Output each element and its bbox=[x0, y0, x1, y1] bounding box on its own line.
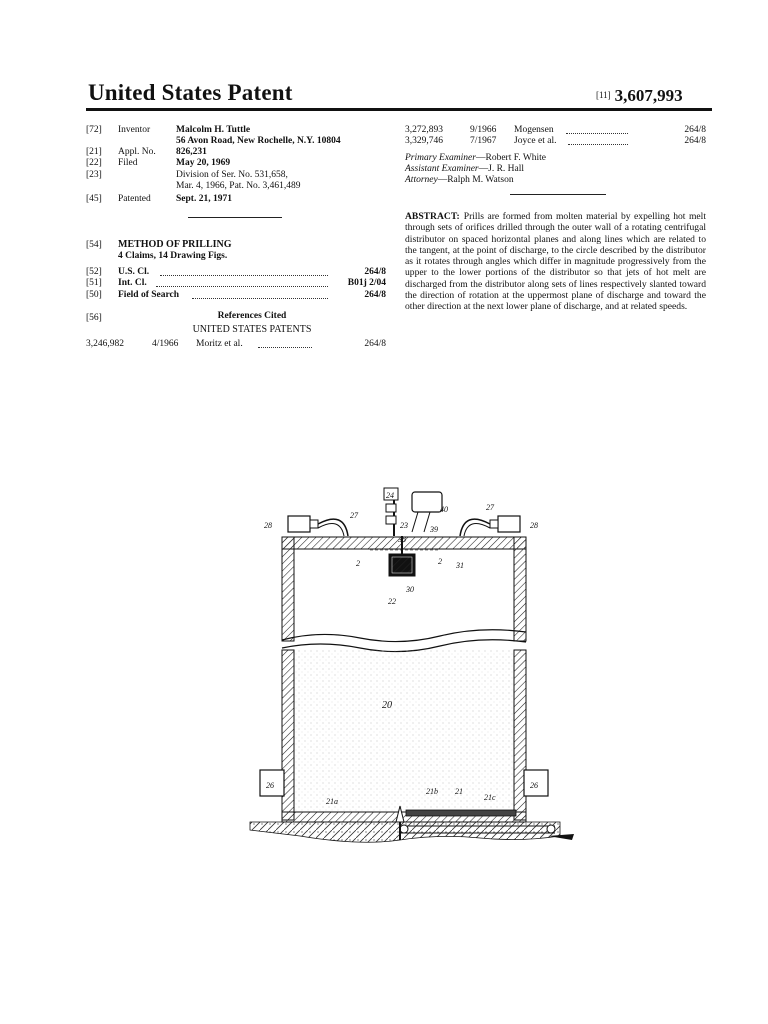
ref-name: Joyce et al. bbox=[514, 136, 557, 146]
biblio-code: [22] bbox=[86, 158, 102, 168]
class-code: [51] bbox=[86, 278, 102, 288]
label-28-left: 28 bbox=[264, 521, 272, 530]
patent-number: 3,607,993 bbox=[614, 86, 683, 105]
primary-examiner-line: Primary Examiner—Robert F. White bbox=[405, 153, 547, 163]
class-label: Field of Search bbox=[118, 290, 180, 300]
patent-title: United States Patent bbox=[88, 80, 293, 105]
division-line-1: Division of Ser. No. 531,658, bbox=[176, 170, 288, 180]
right-divider bbox=[510, 194, 606, 195]
invention-subtitle: 4 Claims, 14 Drawing Figs. bbox=[118, 251, 228, 261]
primary-examiner-label: Primary Examiner bbox=[405, 153, 476, 163]
label-28-right: 28 bbox=[530, 521, 538, 530]
abstract-text: Prills are formed from molten material by expelling hot melt through sets of orifices drilled through the outer wall of a rotating centrifugal distributor on spaced horizontal planes and along lines which are related to the tangent, at the point of discharge, to the circle described by the distributor as it rotates through angles which differ in magnitude progressively from the upper to the lower portions of the distributor so that jets of hot melt are discharged from the distributor along sets of lines respectively slanted toward the direction of rotation at the uppermost plane of discharge and toward the other direction at the next lower plane of discharge, and at related speeds. bbox=[405, 211, 706, 313]
refs-subheading: UNITED STATES PATENTS bbox=[192, 324, 312, 335]
class-value: B01j 2/04 bbox=[347, 278, 386, 288]
vessel-lower bbox=[250, 650, 574, 842]
header-rule bbox=[86, 108, 712, 111]
label-24: 24 bbox=[386, 491, 394, 500]
label-38: 38 bbox=[398, 535, 406, 544]
class-label: Int. Cl. bbox=[118, 278, 147, 288]
attorney-label: Attorney bbox=[405, 175, 438, 185]
class-code: [52] bbox=[86, 267, 102, 277]
label-21: 21 bbox=[455, 787, 463, 796]
ref-date: 4/1966 bbox=[152, 339, 179, 349]
inventor-address: 56 Avon Road, New Rochelle, N.Y. 10804 bbox=[176, 136, 341, 146]
refs-code: [56] bbox=[86, 313, 102, 323]
label-21b: 21b bbox=[426, 787, 438, 796]
label-26-right: 26 bbox=[530, 781, 538, 790]
patented-date: Sept. 21, 1971 bbox=[176, 194, 232, 204]
ref-class: 264/8 bbox=[684, 136, 706, 146]
biblio-code: [45] bbox=[86, 194, 102, 204]
label-40: 40 bbox=[440, 505, 448, 514]
attorney: Ralph M. Watson bbox=[447, 175, 514, 185]
label-27-left: 27 bbox=[350, 511, 358, 520]
leader-dots bbox=[258, 340, 312, 348]
inventor-name: Malcolm H. Tuttle bbox=[176, 125, 251, 135]
label-20: 20 bbox=[382, 700, 392, 711]
label-21a: 21a bbox=[326, 797, 338, 806]
biblio-code: [21] bbox=[86, 147, 102, 157]
ref-name: Mogensen bbox=[514, 125, 554, 135]
label-2-right: 2 bbox=[438, 557, 442, 566]
leader-dots bbox=[568, 137, 628, 145]
patent-figure bbox=[100, 470, 600, 870]
class-value: 264/8 bbox=[364, 267, 386, 277]
label-2-left: 2 bbox=[356, 559, 360, 568]
biblio-code: [23] bbox=[86, 170, 102, 180]
left-divider bbox=[188, 217, 282, 218]
appl-no: 826,231 bbox=[176, 147, 207, 157]
ref-class: 264/8 bbox=[684, 125, 706, 135]
title-code: [54] bbox=[86, 240, 102, 250]
attorney-line: Attorney—Ralph M. Watson bbox=[405, 175, 514, 185]
label-21c: 21c bbox=[484, 793, 496, 802]
patent-number-block bbox=[596, 86, 683, 106]
ref-number: 3,329,746 bbox=[405, 136, 443, 146]
ref-number: 3,246,982 bbox=[86, 339, 124, 349]
abstract bbox=[405, 211, 706, 313]
ref-number: 3,272,893 bbox=[405, 125, 443, 135]
biblio-label: Patented bbox=[118, 194, 151, 204]
leader-dots bbox=[192, 291, 328, 299]
ref-date: 9/1966 bbox=[470, 125, 497, 135]
biblio-code: [72] bbox=[86, 125, 102, 135]
assistant-examiner-line: Assistant Examiner—J. R. Hall bbox=[405, 164, 525, 174]
leader-dots bbox=[566, 126, 628, 134]
biblio-label: Filed bbox=[118, 158, 138, 168]
division-line-2: Mar. 4, 1966, Pat. No. 3,461,489 bbox=[176, 181, 301, 191]
class-label: U.S. Cl. bbox=[118, 267, 150, 277]
label-30: 30 bbox=[406, 585, 414, 594]
filed-date: May 20, 1969 bbox=[176, 158, 231, 168]
ref-class: 264/8 bbox=[364, 339, 386, 349]
biblio-label: Inventor bbox=[118, 125, 151, 135]
label-31: 31 bbox=[456, 561, 464, 570]
label-23: 23 bbox=[400, 521, 408, 530]
class-value: 264/8 bbox=[364, 290, 386, 300]
refs-heading: References Cited bbox=[217, 311, 287, 321]
assistant-examiner-label: Assistant Examiner bbox=[405, 164, 479, 174]
abstract-label: ABSTRACT: bbox=[405, 211, 460, 222]
ref-date: 7/1967 bbox=[470, 136, 497, 146]
class-code: [50] bbox=[86, 290, 102, 300]
assistant-examiner: J. R. Hall bbox=[488, 164, 525, 174]
leader-dots bbox=[160, 268, 328, 276]
leader-dots bbox=[156, 279, 328, 287]
invention-title: METHOD OF PRILLING bbox=[118, 239, 232, 250]
label-22: 22 bbox=[388, 597, 396, 606]
label-27-right: 27 bbox=[486, 503, 494, 512]
label-26-left: 26 bbox=[266, 781, 274, 790]
biblio-label: Appl. No. bbox=[118, 147, 156, 157]
label-39: 39 bbox=[430, 525, 438, 534]
patent-number-code: [11] bbox=[596, 90, 611, 100]
primary-examiner: Robert F. White bbox=[485, 153, 547, 163]
ref-name: Moritz et al. bbox=[196, 339, 243, 349]
